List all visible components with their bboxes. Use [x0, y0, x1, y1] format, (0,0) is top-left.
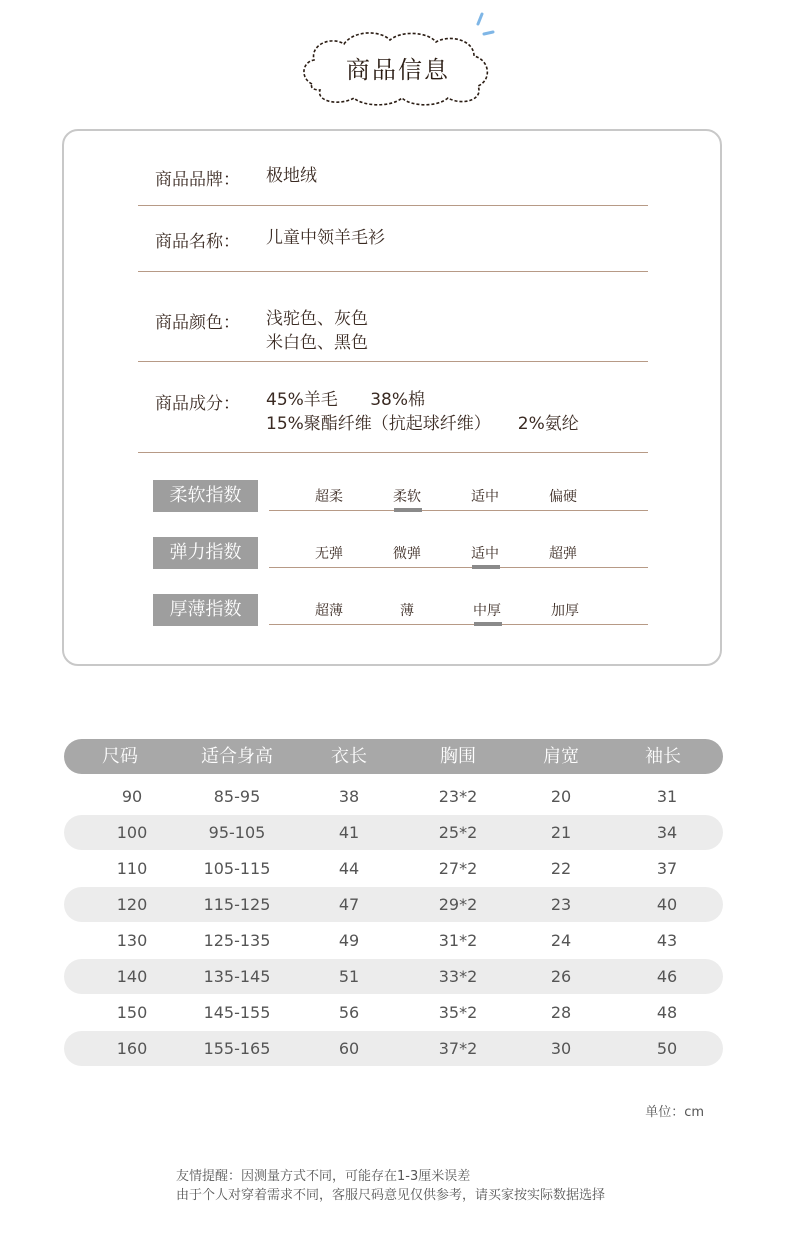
table-cell: 120	[116, 895, 148, 914]
table-cell: 38	[338, 787, 360, 806]
table-cell: 150	[116, 1003, 148, 1022]
divider	[138, 361, 648, 362]
index-option: 无弹	[315, 546, 343, 562]
info-value: 浅驼色、灰色	[266, 309, 368, 329]
table-row	[64, 995, 723, 1030]
index-scale-line	[269, 510, 648, 511]
table-cell: 125-135	[203, 931, 271, 950]
table-cell: 155-165	[203, 1039, 271, 1058]
table-cell: 130	[116, 931, 148, 950]
info-value: 45%羊毛 38%棉	[266, 390, 425, 410]
divider	[138, 205, 648, 206]
table-cell: 85-95	[213, 787, 261, 806]
index-option: 薄	[400, 603, 414, 619]
table-cell: 110	[116, 859, 148, 878]
table-cell: 29*2	[438, 895, 478, 914]
table-cell: 31*2	[438, 931, 478, 950]
index-selected-marker	[474, 622, 502, 626]
table-cell: 37*2	[438, 1039, 478, 1058]
index-option: 偏硬	[549, 489, 577, 505]
table-cell: 47	[338, 895, 360, 914]
divider	[138, 271, 648, 272]
table-cell: 27*2	[438, 859, 478, 878]
table-cell: 40	[656, 895, 678, 914]
size-table-header	[64, 739, 723, 774]
index-label-softness: 柔软指数	[153, 480, 258, 512]
table-row	[64, 815, 723, 850]
index-option: 超弹	[549, 546, 577, 562]
table-cell: 140	[116, 967, 148, 986]
table-header-cell: 衣长	[331, 746, 367, 767]
unit-note: 单位：cm	[645, 1105, 704, 1120]
divider	[138, 452, 648, 453]
info-label: 商品颜色：	[155, 313, 240, 333]
reminder-note: 友情提醒：因测量方式不同，可能存在1-3厘米误差	[176, 1169, 471, 1184]
info-label: 商品名称：	[155, 232, 240, 252]
table-cell: 25*2	[438, 823, 478, 842]
index-option: 微弹	[393, 546, 421, 562]
index-option: 超柔	[315, 489, 343, 505]
table-cell: 135-145	[203, 967, 271, 986]
table-row	[64, 923, 723, 958]
table-cell: 33*2	[438, 967, 478, 986]
index-option: 超薄	[315, 603, 343, 619]
index-selected-marker	[394, 508, 422, 512]
table-cell: 22	[550, 859, 572, 878]
table-cell: 30	[550, 1039, 572, 1058]
table-header-cell: 肩宽	[543, 746, 579, 767]
table-cell: 160	[116, 1039, 148, 1058]
table-cell: 115-125	[203, 895, 271, 914]
table-row	[64, 959, 723, 994]
table-cell: 44	[338, 859, 360, 878]
table-cell: 37	[656, 859, 678, 878]
table-cell: 20	[550, 787, 572, 806]
table-header-cell: 适合身高	[201, 746, 273, 767]
table-cell: 90	[121, 787, 143, 806]
water-drops-icon	[474, 12, 498, 42]
table-cell: 26	[550, 967, 572, 986]
table-cell: 23*2	[438, 787, 478, 806]
index-scale-line	[269, 624, 648, 625]
table-header-cell: 尺码	[102, 746, 138, 767]
table-cell: 31	[656, 787, 678, 806]
table-cell: 24	[550, 931, 572, 950]
info-value: 米白色、黑色	[266, 333, 368, 353]
table-cell: 105-115	[203, 859, 271, 878]
index-selected-marker	[472, 565, 500, 569]
index-option: 适中	[471, 546, 499, 562]
table-cell: 43	[656, 931, 678, 950]
table-row	[64, 887, 723, 922]
index-label-thickness: 厚薄指数	[153, 594, 258, 626]
info-label: 商品品牌：	[155, 170, 240, 190]
reminder-note: 由于个人对穿着需求不同，客服尺码意见仅供参考，请买家按实际数据选择	[176, 1188, 606, 1203]
table-cell: 51	[338, 967, 360, 986]
table-cell: 49	[338, 931, 360, 950]
index-option: 加厚	[551, 603, 579, 619]
table-cell: 95-105	[208, 823, 266, 842]
table-cell: 34	[656, 823, 678, 842]
info-label: 商品成分：	[155, 394, 240, 414]
table-cell: 100	[116, 823, 148, 842]
info-value: 儿童中领羊毛衫	[266, 228, 385, 248]
table-cell: 60	[338, 1039, 360, 1058]
table-header-cell: 袖长	[645, 746, 681, 767]
table-row	[64, 1031, 723, 1066]
info-value: 极地绒	[266, 166, 317, 186]
table-cell: 28	[550, 1003, 572, 1022]
index-option: 中厚	[473, 603, 501, 619]
table-cell: 35*2	[438, 1003, 478, 1022]
table-cell: 46	[656, 967, 678, 986]
table-cell: 145-155	[203, 1003, 271, 1022]
table-cell: 21	[550, 823, 572, 842]
info-value: 15%聚酯纤维（抗起球纤维） 2%氨纶	[266, 414, 579, 434]
index-option: 柔软	[393, 489, 421, 505]
table-cell: 23	[550, 895, 572, 914]
table-row	[64, 851, 723, 886]
table-cell: 56	[338, 1003, 360, 1022]
index-option: 适中	[471, 489, 499, 505]
table-row	[64, 779, 723, 814]
page-title: 商品信息	[346, 56, 450, 84]
index-label-elasticity: 弹力指数	[153, 537, 258, 569]
table-cell: 50	[656, 1039, 678, 1058]
table-header-cell: 胸围	[440, 746, 476, 767]
table-cell: 48	[656, 1003, 678, 1022]
table-cell: 41	[338, 823, 360, 842]
index-scale-line	[269, 567, 648, 568]
